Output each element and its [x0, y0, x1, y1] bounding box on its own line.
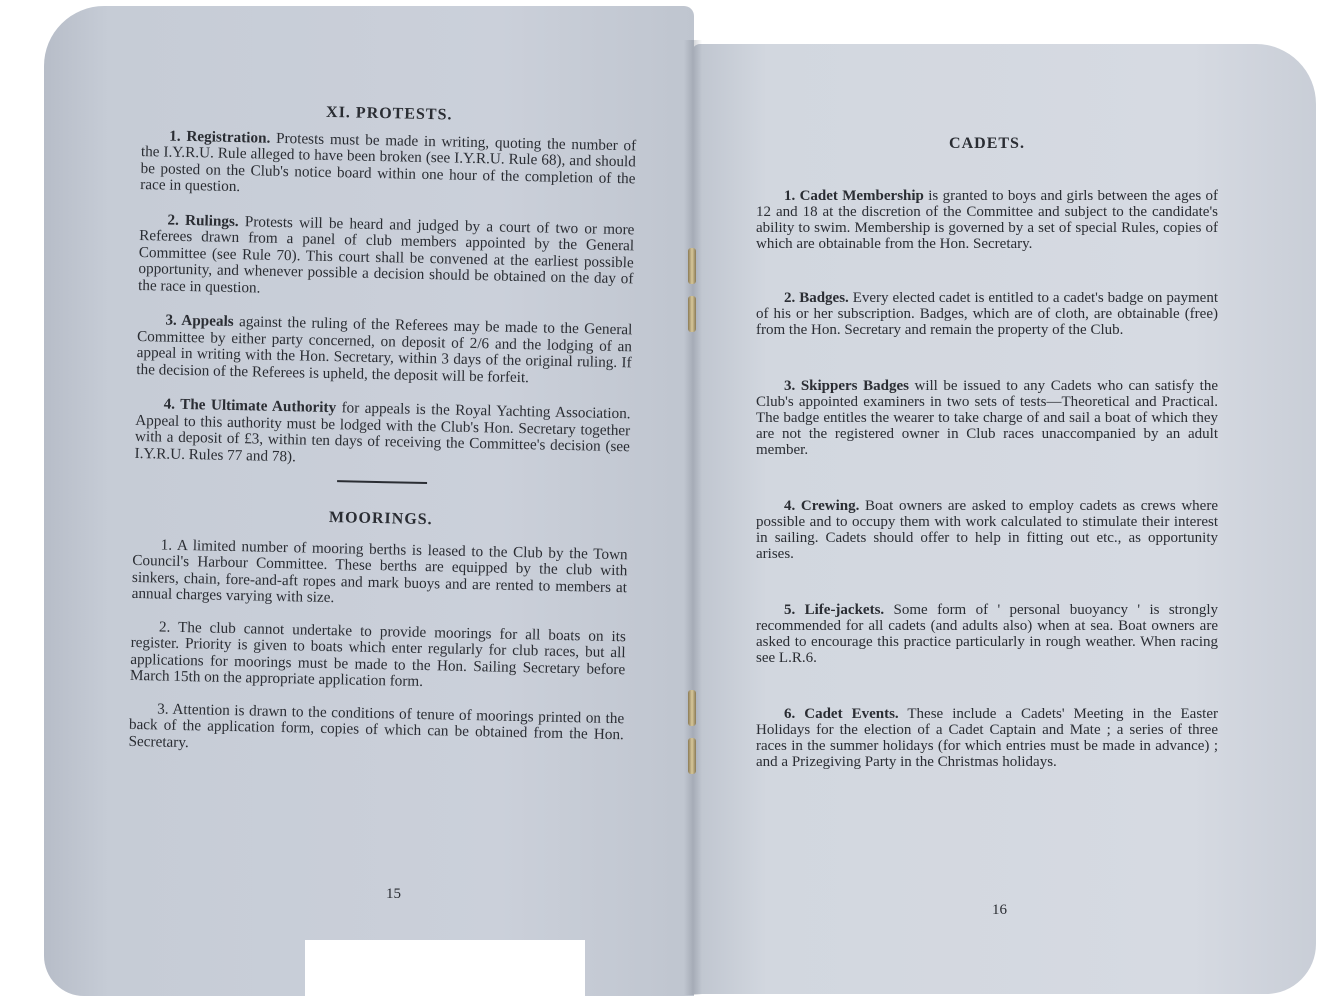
protest-section-registration	[140, 127, 636, 203]
cadet-section-badges	[756, 290, 1218, 338]
staple	[688, 248, 696, 284]
staple	[688, 690, 696, 726]
section-title: 2. Badges.	[784, 290, 849, 306]
page-number: 16	[992, 902, 1007, 918]
section-text: Protests must be made in writing, quoting the number of the I.Y.R.U. Rule alleged to have been broken (see I.Y.R.U. Rule 68), and should be posted on the Club's notice board within one hour of the completion of the race in question.	[140, 129, 637, 196]
section-text: Protests will be heard and judged by a court of two or more Referees drawn from a panel of club members appointed by the General Committee (see Rule 70). This court shall be convened at the earliest possible opportunity, and whenever possible a decision should be obtained on the day of the race in question.	[137, 212, 635, 297]
cadet-section-life-jackets	[756, 602, 1218, 666]
right-page-content	[756, 136, 1218, 770]
section-text: Some form of ' personal buoyancy ' is strongly recommended for all cadets (and adults also) when at sea. Boat owners are asked to encourage this practice particularly in rough weather. When racing see L.R.6.	[756, 602, 1218, 666]
cadet-section-crewing	[756, 498, 1218, 562]
left-page-content	[128, 101, 637, 778]
section-title: 5. Life-jackets.	[784, 602, 885, 618]
protest-section-rulings	[138, 211, 635, 304]
section-text: These include a Cadets' Meeting in the Easter Holidays for the election of a Cadet Captain and Mate ; a series of three races in the summer holidays (for which entries must be made in advance) ; and a Prizegiving Party in the Christmas holidays.	[756, 706, 1218, 770]
staple	[688, 738, 696, 774]
cadet-section-events	[756, 706, 1218, 770]
section-divider	[337, 480, 427, 484]
cadet-section-skippers-badges	[756, 378, 1218, 458]
section-title: 1. Registration.	[169, 127, 271, 147]
redaction-block	[305, 940, 585, 1000]
section-text: is granted to boys and girls between the ages of 12 and 18 at the discretion of the Committee and subject to the candidate's ability to swim. Membership is governed by a set of special Rules, copies of which are obtainable from the Hon. Secretary.	[756, 188, 1218, 252]
moorings-paragraph: 2. The club cannot undertake to provide moorings for all boats on its register. Priority is given to boats which enter regularly for club races, but all applications for moorings must be made to the Hon. Sailing Secretary before March 15th on the appropriate application form.	[129, 617, 627, 691]
section-title: 3. Skippers Badges	[784, 378, 909, 394]
section-title: 2. Rulings.	[167, 211, 239, 230]
staple	[688, 296, 696, 332]
left-page	[44, 6, 694, 996]
section-title: 4. The Ultimate Authority	[163, 395, 337, 417]
section-text: against the ruling of the Referees may be made to the General Committee by either party concerned, on deposit of 2/6 and the lodging of an appeal in writing with the Hon. Secretary, within 3 days of the original ruling. If the decision of the Referees is upheld, the deposit will be forfeit.	[136, 312, 633, 386]
section-title: 4. Crewing.	[784, 498, 860, 514]
cadet-section-membership	[756, 188, 1218, 252]
protests-heading: XI. PROTESTS.	[325, 103, 453, 124]
section-text: Boat owners are asked to employ cadets as crews where possible and to occupy them with work calculated to stimulate their interest in sailing. Cadets should offer to help in fitting out etc., as opportunity arises.	[756, 498, 1218, 562]
section-title: 6. Cadet Events.	[784, 706, 899, 722]
moorings-heading: MOORINGS.	[328, 509, 433, 529]
section-text: for appeals is the Royal Yachting Association. Appeal to this authority must be lodged with the Club's Hon. Secretary together with a deposit of £3, within ten days of receiving the Committee's decision (see I.Y.R.U. Rules 77 and 78).	[134, 399, 631, 465]
section-text: Every elected cadet is entitled to a cadet's badge on payment of his or her subscription. Badges, which are of cloth, are obtainable (free) from the Hon. Secretary and remain the property of the Club.	[756, 290, 1218, 338]
moorings-paragraph: 3. Attention is drawn to the conditions of tenure of moorings printed on the back of the application form, copies of which can be obtained from the Hon. Secretary.	[128, 699, 625, 751]
section-title: 1. Cadet Membership	[784, 188, 924, 204]
right-page	[692, 44, 1316, 994]
protest-section-authority	[134, 396, 630, 472]
section-title: 3. Appeals	[165, 311, 234, 330]
cadets-heading: CADETS.	[949, 135, 1025, 152]
book-gutter	[684, 40, 702, 995]
section-text: will be issued to any Cadets who can satisfy the Club's appointed examiners in two sets of tests—Theoretical and Practical. The badge entitles the wearer to take charge of and sail a boat of which they are not the registered owner in Club races unaccompanied by an adult member.	[756, 378, 1218, 458]
protest-section-appeals	[136, 312, 632, 388]
page-number: 15	[386, 886, 401, 902]
moorings-paragraph: 1. A limited number of mooring berths is leased to the Club by the Town Council's Harbour Committee. These berths are equipped by the club with sinkers, chain, fore-and-aft ropes and mark buoys and are rented to members at annual charges varying with size.	[131, 535, 628, 607]
